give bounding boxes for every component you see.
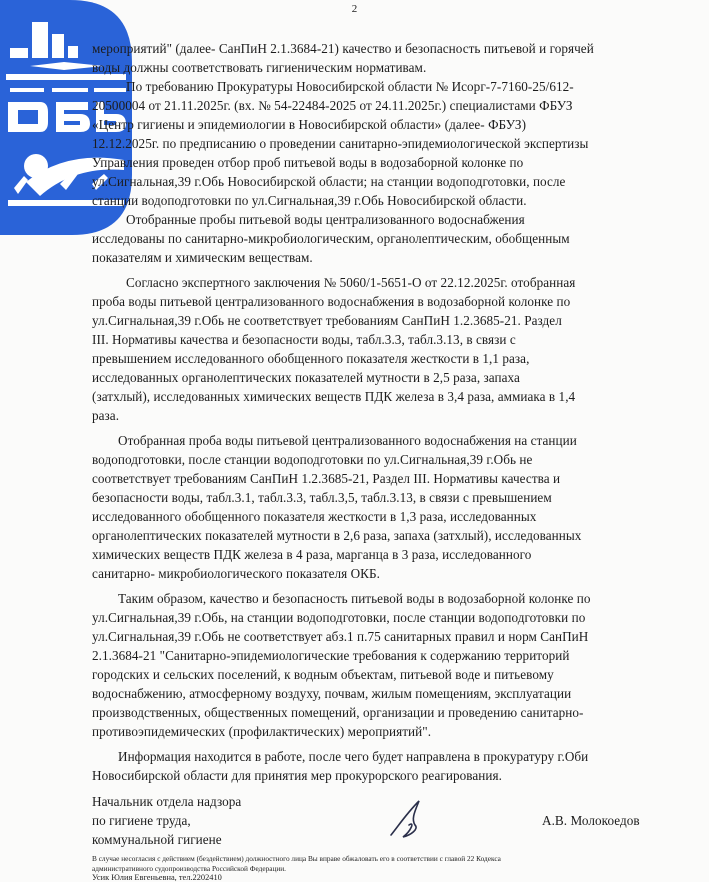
body-line-8: ул.Сигнальная,39 г.Обь Новосибирской области; на станции водоподготовки, после <box>92 174 566 189</box>
body-line-26: органолептических показателей мутности в 2,6 раза, запаха (затхлый), исследованных <box>92 528 582 543</box>
body-line-16: III. Нормативы качества и безопасности воды, табл.3.3, табл.3.13, в связи с <box>92 332 516 347</box>
body-line-3: По требованию Прокуратуры Новосибирской области № Исорг-7-7160-25/612- <box>126 79 574 94</box>
body-line-30: ул.Сигнальная,39 г.Обь, на станции водоподготовки, после станции водоподготовки по <box>92 610 586 625</box>
body-line-37: Информация находится в работе, после чего будет направлена в прокуратуру г.Оби <box>118 749 589 764</box>
signatory-title-line-1: Начальник отдела надзора <box>92 794 242 809</box>
page-number: 2 <box>351 3 358 15</box>
body-line-17: превышением исследованного обобщенного показателя жесткости в 1,1 раза, <box>92 351 530 366</box>
signatory-title-line-3: коммунальной гигиене <box>92 832 222 847</box>
body-line-29: Таким образом, качество и безопасность питьевой воды в водозаборной колонке по <box>118 591 591 606</box>
body-line-25: исследованного обобщенного показателя жесткости в 1,3 раза, исследованных <box>92 509 537 524</box>
body-line-31: ул.Сигнальная,39 г.Обь не соответствует абз.1 п.75 санитарных правил и норм СанПиН <box>92 629 589 644</box>
appeal-note-line-1: В случае несогласия с действием (бездействием) должностного лица Вы вправе обжаловать его в соответствии с главой 22 Кодекса <box>92 854 501 863</box>
body-line-35: производственных, общественных помещений, организации и проведению санитарно- <box>92 705 584 720</box>
body-line-14: проба воды питьевой централизованного водоснабжения в водозаборной колонке по <box>92 294 571 309</box>
body-line-21: Отобранная проба воды питьевой централизованного водоснабжения на станции <box>118 433 577 448</box>
body-line-38: Новосибирской области для принятия мер прокурорского реагирования. <box>92 768 502 783</box>
body-line-5: «Центр гигиены и эпидемиологии в Новосибирской области» (далее- ФБУЗ) <box>92 117 527 132</box>
body-line-6: 12.12.2025г. по предписанию о проведении санитарно-эпидемиологической экспертизы <box>92 136 589 151</box>
signatory-name: А.В. Молокоедов <box>542 813 640 828</box>
body-line-19: (затхлый), исследованных химических веществ ПДК железа в 3,4 раза, аммиака в 1,4 <box>92 389 576 404</box>
body-line-27: химических веществ ПДК железа в 4 раза, марганца в 3 раза, исследованного <box>92 547 532 562</box>
body-line-23: соответствует требованиям СанПиН 1.2.3685-21, Раздел III. Нормативы качества и <box>92 471 561 486</box>
body-line-34: водоснабжению, атмосферному воздуху, почвам, жилым помещениям, эксплуатации <box>92 686 572 701</box>
body-line-20: раза. <box>92 408 120 423</box>
body-line-24: безопасности воды, табл.3.1, табл.3.3, табл.3,5, табл.3.13, в связи с превышением <box>92 490 552 505</box>
body-line-10: Отобранные пробы питьевой воды централизованного водоснабжения <box>126 212 525 227</box>
body-line-18: исследованных органолептических показателей мутности в 2,5 раза, запаха <box>92 370 520 385</box>
body-line-32: 2.1.3684-21 "Санитарно-эпидемиологические требования к содержанию территорий <box>92 648 570 663</box>
body-line-36: противоэпидемических (профилактических) мероприятий". <box>92 724 432 739</box>
body-line-4: 20500004 от 21.11.2025г. (вх. № 54-22484-2025 от 24.11.2025г.) специалистами ФБУЗ <box>92 98 573 113</box>
body-line-33: городских и сельских поселений, к водным объектам, питьевой воде и питьевому <box>92 667 554 682</box>
body-line-11: исследованы по санитарно-микробиологическим, органолептическим, обобщенным <box>92 231 570 246</box>
body-line-2: воды должны соответствовать гигиеническим нормативам. <box>92 60 427 75</box>
executor-contact: Усик Юлия Евгеньевна, тел.2202410 <box>92 873 222 882</box>
body-line-13: Согласно экспертного заключения № 5060/1-5651-О от 22.12.2025г. отобранная <box>126 275 576 290</box>
body-line-9: станции водоподготовки по ул.Сигнальная,39 г.Обь Новосибирской области. <box>92 193 527 208</box>
handwritten-signature <box>385 795 433 843</box>
body-line-1: мероприятий" (далее- СанПиН 2.1.3684-21) качество и безопасность питьевой и горячей <box>92 41 594 56</box>
signatory-title-line-2: по гигиене труда, <box>92 813 191 828</box>
body-line-15: ул.Сигнальная,39 г.Обь не соответствует требованиям СанПиН 1.2.3685-21. Раздел <box>92 313 562 328</box>
body-line-7: Управления проведен отбор проб питьевой воды в водозаборной колонке по <box>92 155 524 170</box>
body-line-22: водоподготовки, после станции водоподготовки по ул.Сигнальная,39 г.Обь не <box>92 452 533 467</box>
body-line-12: показателям и химическим веществам. <box>92 250 313 265</box>
body-line-28: санитарно- микробиологического показателя ОКБ. <box>92 566 380 581</box>
appeal-note-line-2: административного судопроизводства Российской Федерации. <box>92 864 287 873</box>
